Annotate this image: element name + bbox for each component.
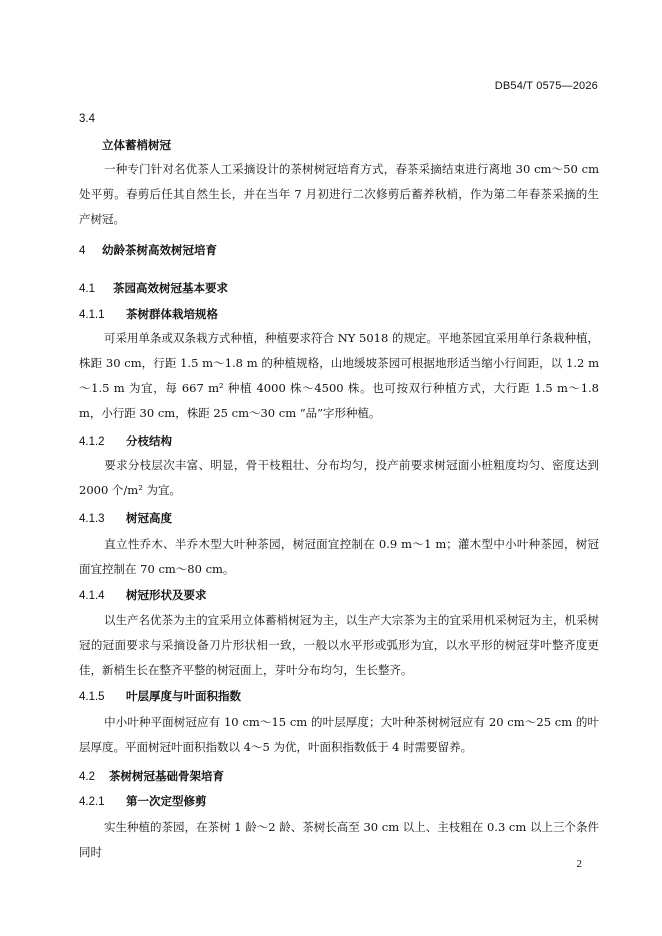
heading-4-1-4 <box>79 587 207 603</box>
section-number: 4.1.4 <box>79 590 105 602</box>
heading-4-1-1 <box>79 306 218 322</box>
heading-4-1-2 <box>79 433 172 449</box>
section-number: 4.2 <box>79 771 95 783</box>
heading-4-2-1 <box>79 793 207 809</box>
section-title: 叶层厚度与叶面积指数 <box>126 689 241 703</box>
section-title: 第一次定型修剪 <box>126 794 207 808</box>
heading-4-1-5 <box>79 688 241 704</box>
paragraph-4-1-2 <box>79 453 599 503</box>
heading-4 <box>79 242 217 258</box>
paragraph-4-1-5 <box>79 710 599 760</box>
section-number: 3.4 <box>79 113 95 125</box>
section-title: 茶园高效树冠基本要求 <box>113 281 228 295</box>
section-number: 4.1.5 <box>79 691 105 703</box>
paragraph-text: 一种专门针对名优茶人工采摘设计的茶树树冠培育方式，春茶采摘结束进行离地 30 cm～50 cm 处平剪。春剪后任其自然生长，并在当年 7 月初进行二次修剪后蓄养秋梢，作为第二年春茶采摘的生产树冠。 <box>79 162 599 226</box>
section-title: 树冠高度 <box>126 511 172 525</box>
section-title: 树冠形状及要求 <box>126 588 207 602</box>
paragraph-4-2-1 <box>79 815 599 865</box>
section-title: 茶树树冠基础骨架培育 <box>109 769 224 783</box>
section-number: 4 <box>79 245 86 257</box>
section-title: 分枝结构 <box>126 434 172 448</box>
paragraph-text: 以生产名优茶为主的宜采用立体蓄梢树冠为主，以生产大宗茶为主的宜采用机采树冠为主，机采树冠的冠面要求与采摘设备刀片形状相一致，一般以水平形或弧形为宜，以水平形的树冠芽叶整齐度更佳，新梢生长在整齐平整的树冠面上，芽叶分布均匀，生长整齐。 <box>79 613 599 677</box>
paragraph-text: 要求分枝层次丰富、明显，骨干枝粗壮、分布均匀，投产前要求树冠面小桩粗度均匀、密度达到 2000 个/m² 为宜。 <box>79 458 599 497</box>
paragraph-text: 实生种植的茶园，在茶树 1 龄～2 龄、茶树长高至 30 cm 以上、主枝粗在 0.3 cm 以上三个条件同时 <box>79 820 599 859</box>
paragraph-text: 中小叶种平面树冠应有 10 cm～15 cm 的叶层厚度；大叶种茶树树冠应有 20 cm～25 cm 的叶层厚度。平面树冠叶面积指数以 4～5 为优，叶面积指数低于 4 时需要留养。 <box>79 715 599 754</box>
paragraph-3-4 <box>79 157 599 232</box>
paragraph-4-1-4 <box>79 608 599 683</box>
heading-4-1 <box>79 280 228 296</box>
heading-4-1-3 <box>79 510 172 526</box>
paragraph-4-1-1 <box>79 326 599 426</box>
section-number: 4.1.1 <box>79 309 105 321</box>
section-number: 4.1.3 <box>79 513 105 525</box>
term-title-3-4: 立体蓄梢树冠 <box>102 138 171 152</box>
document-code: DB54/T 0575—2026 <box>494 80 598 92</box>
paragraph-text: 可采用单条或双条栽方式种植，种植要求符合 NY 5018 的规定。平地茶园宜采用单行条栽种植，株距 30 cm，行距 1.5 m～1.8 m 的种植规格，山地缓坡茶园可根据地形适当缩小行间距，以 1.2 m～1.5 m 为宜，每 667 m² 种植 4000 株～4500 株。也可按双行种植方式，大行距 1.5 m～1.8 m，小行距 30 cm，株距 25 cm～30 cm “品”字形种植。 <box>79 331 599 420</box>
section-number: 4.2.1 <box>79 796 105 808</box>
heading-4-2 <box>79 768 224 784</box>
page-number: 2 <box>576 858 582 870</box>
section-title: 茶树群体栽培规格 <box>126 307 218 321</box>
paragraph-4-1-3 <box>79 532 599 582</box>
section-number: 4.1 <box>79 283 95 295</box>
paragraph-text: 直立性乔木、半乔木型大叶种茶园，树冠面宜控制在 0.9 m～1 m；灌木型中小叶种茶园，树冠面宜控制在 70 cm～80 cm。 <box>79 537 599 576</box>
section-number: 4.1.2 <box>79 436 105 448</box>
section-number-3-4 <box>79 111 95 125</box>
section-title: 幼龄茶树高效树冠培育 <box>102 243 217 257</box>
